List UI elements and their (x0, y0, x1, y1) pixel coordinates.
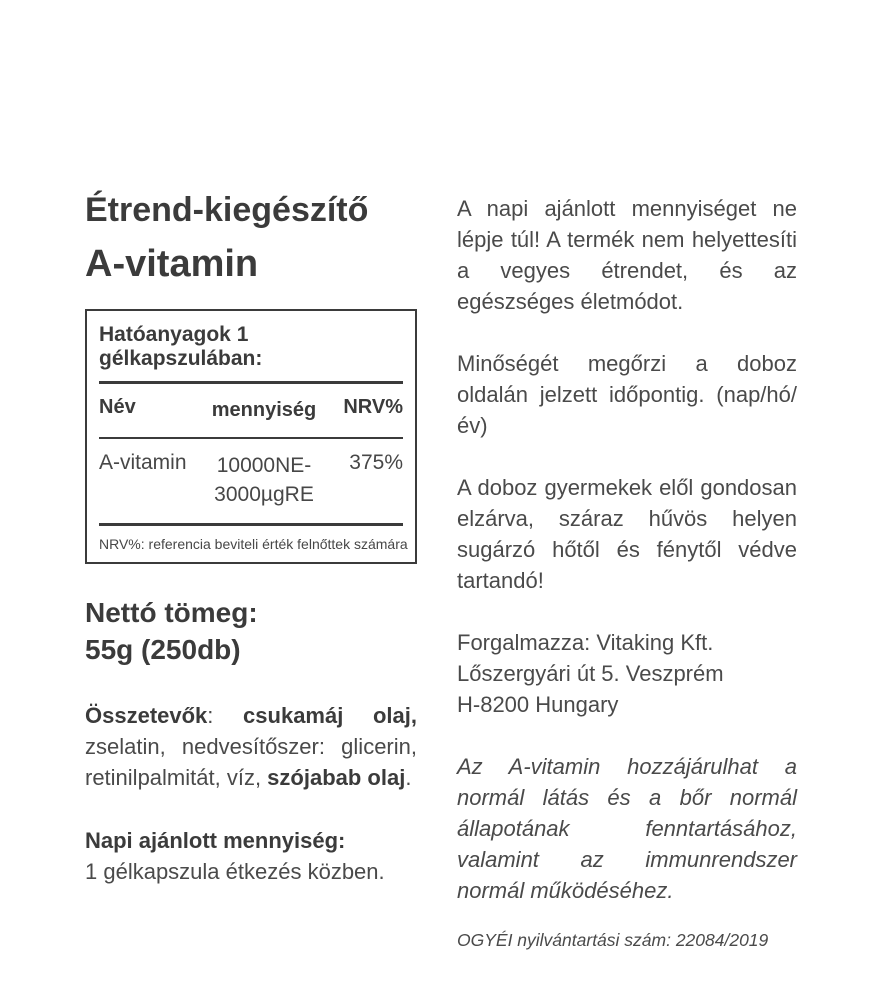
label-columns (85, 193, 870, 952)
ingredients-label: Összetevők (85, 703, 208, 728)
table-header-row (99, 384, 403, 437)
storage-paragraph: A doboz gyermekek elől gondosan elzárva, száraz hűvös helyen sugárzó hőtől és fénytől védve tartandó! (457, 475, 797, 593)
ingredients-middle: zselatin, nedvesítőszer: glicerin, retinilpalmitát, víz, (85, 734, 417, 790)
ingredient-bold-1: csukamáj olaj, (243, 703, 417, 728)
daily-dose-text: 1 gélkapszula étkezés közben. (85, 859, 385, 884)
ingredient-bold-2: szójabab olaj (267, 765, 406, 790)
cell-ingredient-amount (197, 451, 331, 509)
quality-paragraph: Minőségét megőrzi a doboz oldalán jelzett időpontig. (nap/hó/év) (457, 351, 797, 438)
cell-ingredient-nrv: 375% (349, 451, 403, 474)
health-claim-paragraph: Az A-vitamin hozzájárulhat a normál látás és a bőr normál állapotának fenntartásához, valamint az immunrendszer normál működéséhez. (457, 754, 797, 903)
net-weight-label: Nettó tömeg: (85, 597, 258, 628)
column-header-quantity: mennyiség (211, 399, 317, 421)
registration-number: OGYÉI nyilvántartási szám: 22084/2019 (457, 930, 769, 950)
table-row (99, 439, 403, 523)
table-caption: Hatóanyagok 1 gélkapszulában: (99, 323, 263, 370)
amount-line-2: 3000µgRE (214, 483, 314, 506)
amount-line-1: 10000NE- (216, 454, 312, 477)
ingredients-period: . (405, 765, 412, 790)
column-header-nrv: NRV% (343, 396, 403, 418)
distributor-line-3: H-8200 Hungary (457, 692, 619, 717)
distributor-line-2: Lőszergyári út 5. Veszprém (457, 661, 724, 686)
daily-dose (85, 825, 417, 887)
right-column (457, 193, 797, 952)
distributor-line-1: Forgalmazza: Vitaking Kft. (457, 630, 714, 655)
net-weight (85, 594, 417, 668)
active-ingredients-table (85, 309, 417, 564)
category-title: Étrend-kiegészítő (85, 191, 369, 229)
cell-ingredient-name: A-vitamin (99, 451, 187, 474)
warning-paragraph: A napi ajánlott mennyiséget ne lépje túl! A termék nem helyettesíti a vegyes étrendet, és az egészséges életmódot. (457, 196, 797, 314)
column-header-name: Név (99, 396, 136, 418)
distributor-block (457, 627, 797, 720)
daily-dose-label: Napi ajánlott mennyiség: (85, 828, 346, 853)
product-name-title: A-vitamin (85, 243, 259, 285)
ingredients-paragraph (85, 700, 417, 793)
table-footnote: NRV%: referencia beviteli érték felnőttek számára (99, 536, 408, 552)
ingredients-colon: : (207, 703, 244, 728)
net-weight-value: 55g (250db) (85, 634, 241, 665)
left-column (85, 193, 417, 952)
